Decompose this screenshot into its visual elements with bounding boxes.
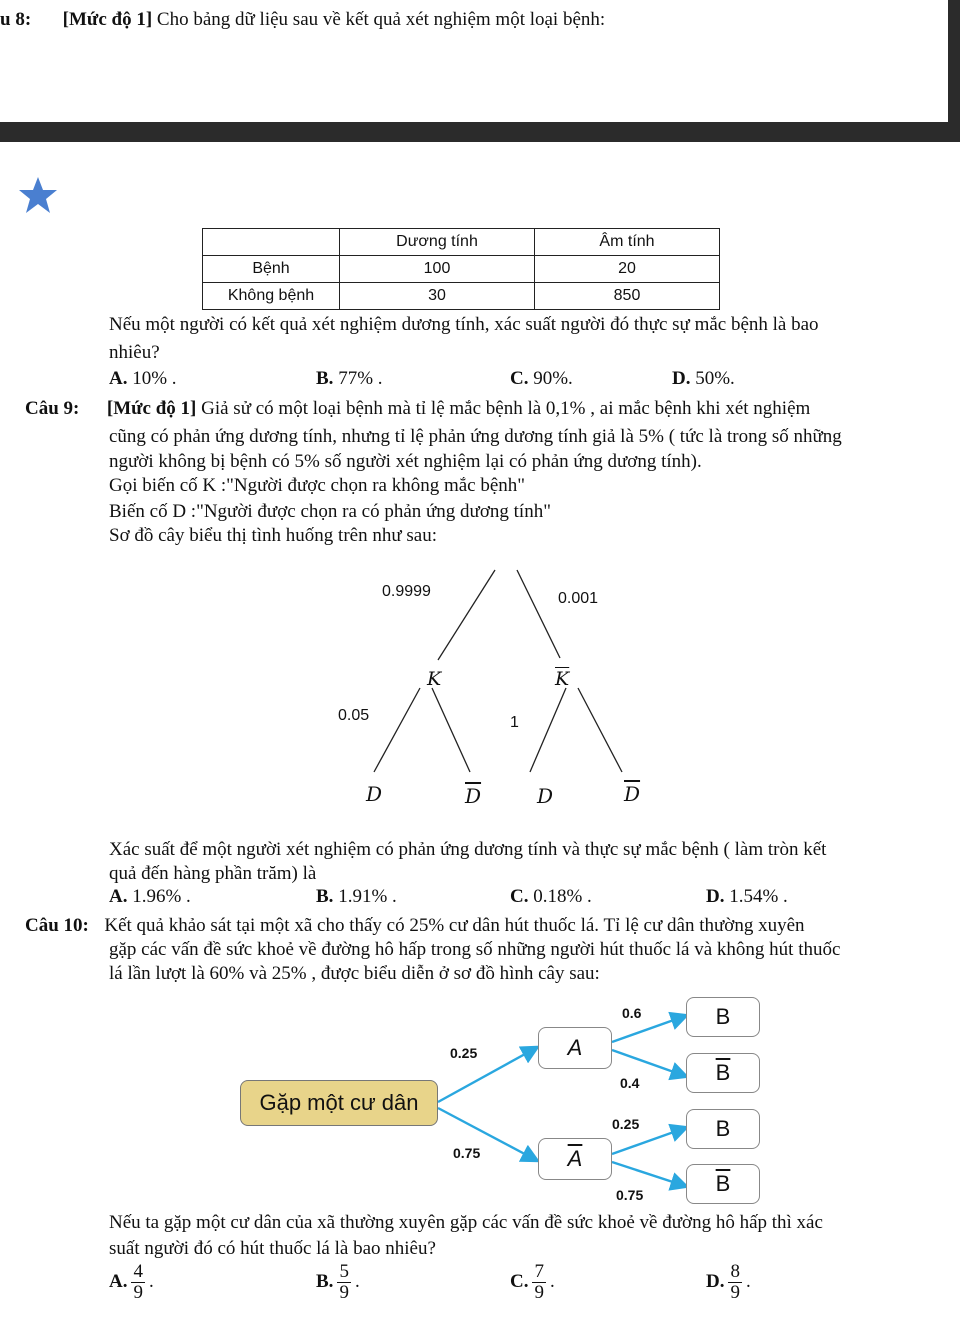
- arrow-abar-bbar: [612, 1162, 685, 1186]
- option-label: B.: [316, 1270, 334, 1292]
- prob-a: 0.25: [450, 1045, 478, 1061]
- table-row: [203, 283, 720, 310]
- q10-option-d[interactable]: D. $\frac{8}{9}$ .: [706, 1261, 751, 1303]
- q10-option-b[interactable]: B. $\frac{5}{9}$ .: [316, 1261, 360, 1303]
- q8-option-b[interactable]: [316, 368, 383, 390]
- option-label: D.: [706, 886, 725, 907]
- arrow-a-bbar: [612, 1050, 685, 1076]
- q9-line2: cũng có phản ứng dương tính, nhưng tỉ lệ phản ứng dương tính giả là 5% ( tức là trong số những: [109, 426, 842, 447]
- q9-option-d[interactable]: [706, 886, 788, 908]
- q8-option-d[interactable]: [672, 368, 735, 390]
- leaf-b-box: B: [686, 1109, 760, 1149]
- branch-kbar-dbar: [578, 688, 622, 772]
- q10-first-line: [25, 914, 805, 938]
- q10-option-a[interactable]: A. $\frac{4}{9}$ .: [109, 1261, 154, 1303]
- fraction: [337, 1262, 351, 1303]
- table-header-row: [203, 229, 720, 256]
- q10-option-c[interactable]: C. $\frac{7}{9}$ .: [510, 1261, 555, 1303]
- option-label: A.: [109, 1270, 128, 1292]
- q9-tree-diagram: [320, 560, 680, 820]
- numerator: 4: [133, 1261, 143, 1282]
- denominator: 9: [133, 1282, 143, 1303]
- prob-bbar-given-abar: 0.75: [616, 1187, 644, 1203]
- q8-option-c[interactable]: [510, 368, 573, 390]
- prob-abar: 0.75: [453, 1145, 481, 1161]
- q9-line5: Biến cố D :"Người được chọn ra có phản ứng dương tính": [109, 501, 551, 522]
- numerator: 7: [534, 1261, 544, 1282]
- option-text: 0.18% .: [533, 886, 592, 907]
- leaf-bbar-box: $\overline{B}$: [686, 1053, 760, 1093]
- table-cell: Bệnh: [203, 256, 340, 283]
- q10-question-line1: Nếu ta gặp một cư dân của xã thường xuyên gặp các vấn đề sức khoẻ về đường hô hấp thì xác: [109, 1212, 823, 1233]
- q8-header: [0, 8, 605, 32]
- option-label: B.: [316, 368, 334, 389]
- q8-option-a[interactable]: [109, 368, 177, 390]
- table-cell: 850: [535, 283, 720, 310]
- q9-line1: Giả sử có một loại bệnh mà tỉ lệ mắc bệnh là 0,1% , ai mắc bệnh khi xét nghiệm: [201, 398, 811, 419]
- option-text: 90%.: [533, 368, 573, 389]
- q9-level: [Mức độ 1]: [106, 398, 197, 419]
- fraction: [728, 1262, 742, 1303]
- option-label: C.: [510, 368, 529, 389]
- branch-k-d: [374, 688, 420, 772]
- option-label: C.: [510, 1270, 529, 1292]
- right-dark-band: [948, 0, 960, 122]
- q9-option-c[interactable]: [510, 886, 592, 908]
- denominator: 9: [339, 1282, 349, 1303]
- option-text: 1.96% .: [132, 886, 191, 907]
- option-text: 1.54% .: [729, 886, 788, 907]
- option-label: B.: [316, 886, 334, 907]
- q9-option-a[interactable]: [109, 886, 191, 908]
- branch-kbar-d: [530, 688, 566, 772]
- denominator: 9: [534, 1282, 544, 1303]
- fraction: [532, 1262, 546, 1303]
- table-header-negative: Âm tính: [535, 229, 720, 256]
- node-abar-box: $\overline{A}$: [538, 1138, 612, 1180]
- q10-line1: Kết quả khảo sát tại một xã cho thấy có 25% cư dân hút thuốc lá. Tỉ lệ cư dân thường xuyên: [104, 915, 805, 936]
- prob-bbar-given-a: 0.4: [620, 1075, 640, 1091]
- q10-question-line2: suất người đó có hút thuốc lá là bao nhiêu?: [109, 1238, 436, 1259]
- branch-kbar: [517, 570, 560, 658]
- option-label: D.: [672, 368, 691, 389]
- option-text: 1.91% .: [338, 886, 397, 907]
- option-label: D.: [706, 1270, 725, 1292]
- denominator: 9: [730, 1282, 740, 1303]
- q8-question-line2: nhiêu?: [109, 342, 160, 363]
- option-label: A.: [109, 886, 128, 907]
- table-cell: 100: [340, 256, 535, 283]
- leaf-dbar: $\overline{D}$: [624, 782, 641, 806]
- q9-number: Câu 9:: [25, 398, 80, 419]
- numerator: 8: [730, 1261, 740, 1282]
- table-cell: 30: [340, 283, 535, 310]
- q10-number: Câu 10:: [25, 915, 89, 936]
- table-cell: [203, 229, 340, 256]
- q9-line4: Gọi biến cố K :"Người được chọn ra không mắc bệnh": [109, 475, 526, 496]
- q9-question-line1: Xác suất để một người xét nghiệm có phản ứng dương tính và thực sự mắc bệnh ( làm tròn kết: [109, 839, 827, 860]
- leaf-bbar-box: $\overline{B}$: [686, 1164, 760, 1204]
- table-row: [203, 256, 720, 283]
- results-table: [202, 228, 720, 310]
- option-text: 10% .: [132, 368, 177, 389]
- table-cell: 20: [535, 256, 720, 283]
- table-header-positive: Dương tính: [340, 229, 535, 256]
- leaf-b-box: B: [686, 997, 760, 1037]
- prob-d-given-kbar: 1: [510, 714, 519, 731]
- branch-k: [438, 570, 495, 660]
- prob-b-given-a: 0.6: [622, 1005, 642, 1021]
- leaf-dbar: $\overline{D}$: [465, 784, 482, 808]
- prob-k: 0.9999: [382, 583, 431, 600]
- leaf-d: D: [537, 784, 554, 808]
- q10-line3: lá lần lượt là 60% và 25% , được biểu diễn ở sơ đồ hình cây sau:: [109, 963, 600, 984]
- option-text: 77% .: [338, 368, 383, 389]
- leaf-d: D: [366, 782, 383, 806]
- q9-first-line: [25, 397, 810, 421]
- q8-prompt: Cho bảng dữ liệu sau về kết quả xét nghiệm một loại bệnh:: [156, 9, 606, 30]
- option-label: A.: [109, 368, 128, 389]
- node-a-box: A: [538, 1027, 612, 1069]
- q8-question-line1: Nếu một người có kết quả xét nghiệm dương tính, xác suất người đó thực sự mắc bệnh là bao: [109, 314, 819, 335]
- q9-option-b[interactable]: [316, 886, 397, 908]
- q8-level: [Mức độ 1]: [62, 9, 153, 30]
- prob-kbar: 0.001: [558, 590, 599, 607]
- q10-line2: gặp các vấn đề sức khoẻ về đường hô hấp trong số những người hút thuốc lá và không hút thuốc: [109, 939, 841, 960]
- numerator: 5: [339, 1261, 349, 1282]
- star-icon[interactable]: [18, 176, 58, 214]
- q9-question-line2: quả đến hàng phần trăm) là: [109, 863, 317, 884]
- prob-b-given-abar: 0.25: [612, 1116, 640, 1132]
- root-node-box: Gặp một cư dân: [240, 1080, 438, 1126]
- node-k: K: [427, 668, 442, 690]
- q9-line6: Sơ đồ cây biểu thị tình huống trên như sau:: [109, 525, 438, 546]
- fraction: [131, 1262, 145, 1303]
- prob-d-given-k: 0.05: [338, 707, 370, 724]
- node-kbar: $\overline{K}$: [555, 668, 570, 690]
- option-label: C.: [510, 886, 529, 907]
- dark-separator-band: [0, 122, 960, 142]
- q9-line3: người không bị bệnh có 5% số người xét nghiệm lại có phản ứng dương tính).: [109, 451, 702, 472]
- table-cell: Không bệnh: [203, 283, 340, 310]
- option-text: 50%.: [695, 368, 735, 389]
- branch-k-dbar: [432, 688, 470, 772]
- q8-number: u 8:: [0, 9, 32, 30]
